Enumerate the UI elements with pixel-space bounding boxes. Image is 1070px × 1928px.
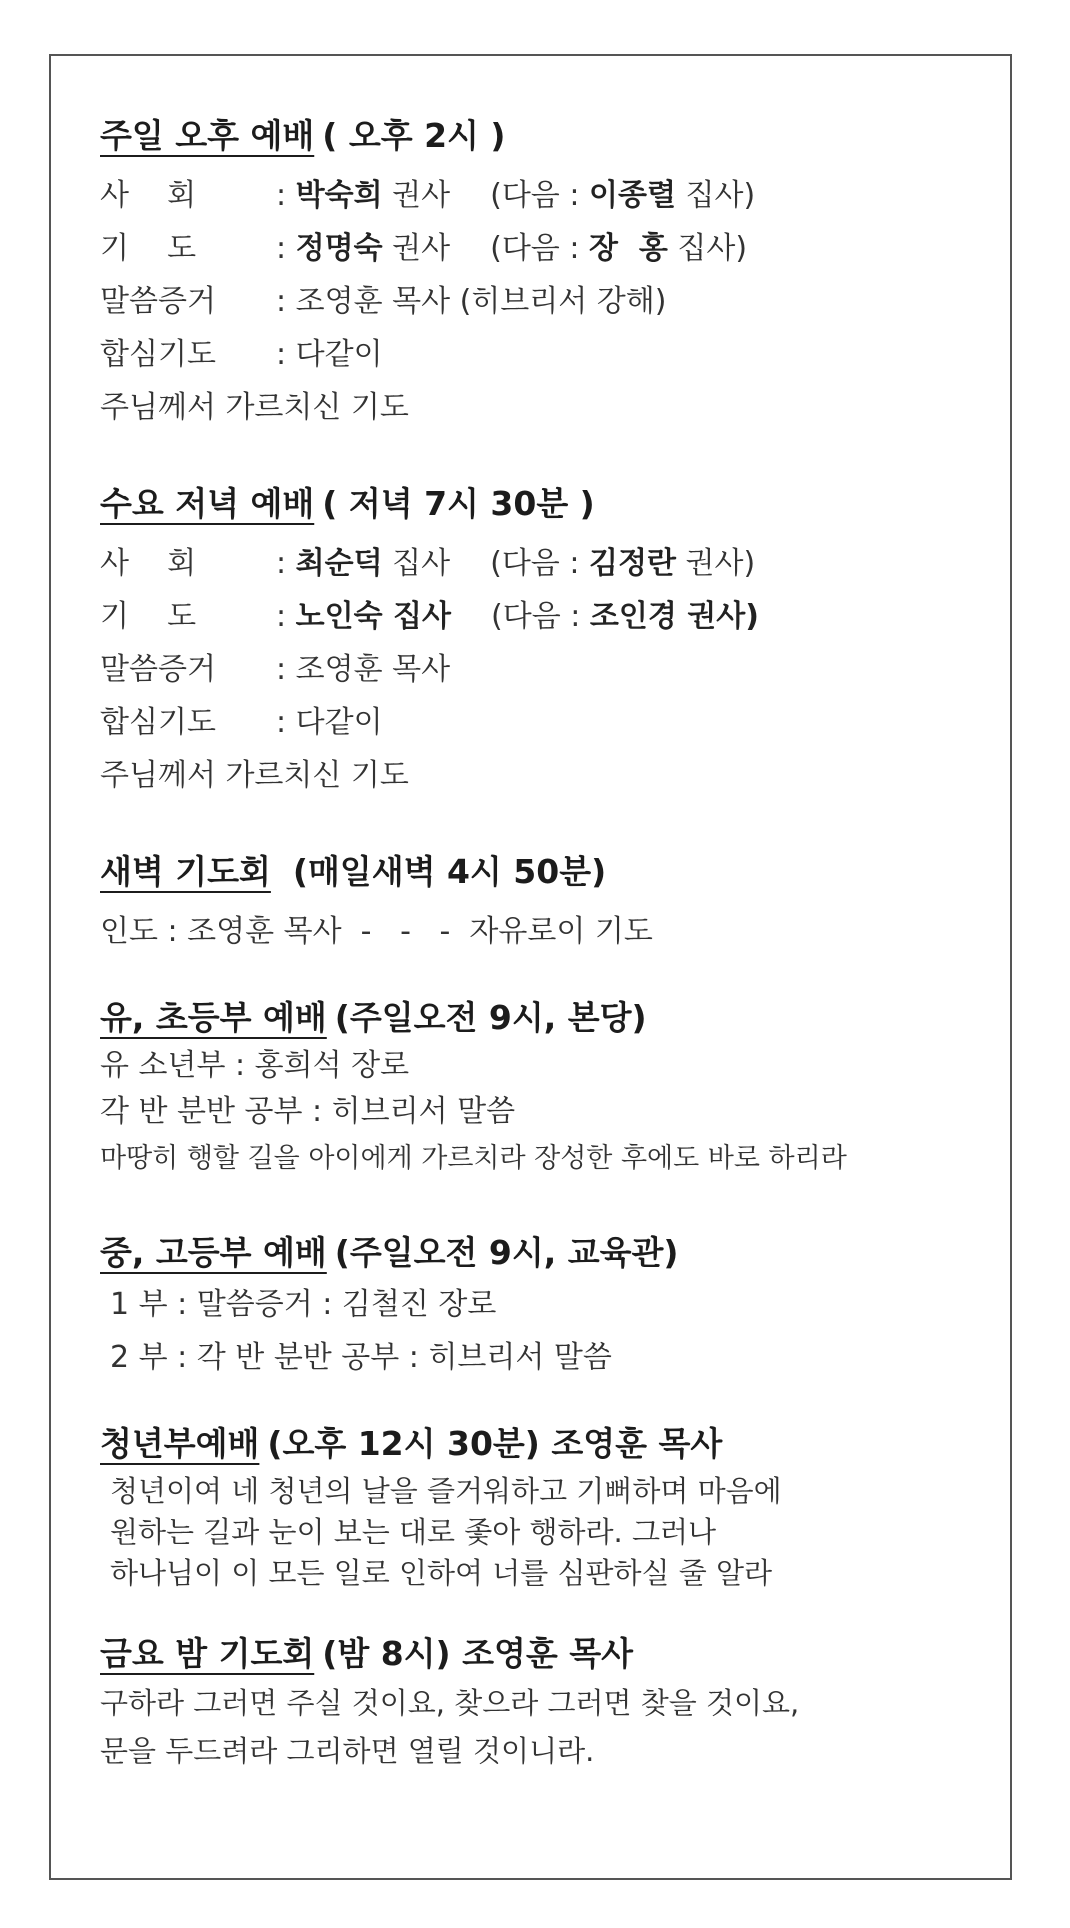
next-name: 장 홍	[588, 231, 668, 266]
host-name: 최순덕	[295, 546, 383, 581]
youth-line-2: 2 부 : 각 반 분반 공부 : 히브리서 말씀	[110, 1340, 612, 1375]
unison-prayer-row	[100, 328, 1000, 381]
young-adult-verse-3: 하나님이 이 모든 일로 인하여 너를 심판하실 줄 알라	[110, 1556, 773, 1590]
service-name: 주일 오후 예배	[100, 116, 315, 155]
unison-prayer-row	[100, 696, 1000, 749]
row-label: 기 도	[100, 231, 197, 266]
wednesday-evening-service	[100, 478, 1000, 802]
friday-verse-2: 문을 두드려라 그리하면 열릴 것이니라.	[100, 1734, 595, 1768]
host-name: 박숙희	[295, 178, 383, 213]
next-role: 집사)	[685, 178, 756, 213]
sermon-row	[100, 275, 1000, 328]
prayer-row	[100, 590, 1000, 643]
service-leader: 조영훈 목사	[551, 1424, 723, 1463]
row-label: 말씀증거	[100, 284, 216, 319]
next-prefix: (다음 :	[491, 599, 581, 634]
next-prefix: (다음 :	[490, 546, 580, 581]
service-time: ( 저녁 7시 30분 )	[322, 484, 595, 523]
row-label: 기 도	[100, 599, 197, 634]
prayer-role: 권사	[392, 231, 451, 266]
service-time: (주일오전 9시, 교육관)	[334, 1233, 679, 1272]
service-time: (밤 8시)	[322, 1634, 451, 1673]
host-row	[100, 537, 1000, 590]
sunday-afternoon-service	[100, 110, 1000, 434]
service-name: 청년부예배	[100, 1424, 260, 1463]
row-label: 합심기도	[100, 705, 216, 740]
prayer-name: 노인숙 집사	[295, 599, 452, 634]
friday-verse-1: 구하라 그러면 주실 것이요, 찾으라 그러면 찾을 것이요,	[100, 1686, 800, 1720]
section-title	[100, 1227, 1000, 1274]
service-name: 금요 밤 기도회	[100, 1634, 315, 1673]
sermon-text: 조영훈 목사	[295, 652, 451, 687]
lords-prayer-row: 주님께서 가르치신 기도	[100, 758, 409, 793]
service-time: (매일새벽 4시 50분)	[292, 852, 607, 891]
section-title	[100, 110, 1000, 157]
unison-text: 다같이	[295, 337, 383, 372]
next-name: 이종렬	[588, 178, 676, 213]
prayer-name: 정명숙	[295, 231, 383, 266]
colon: :	[276, 705, 296, 740]
young-adult-service	[100, 1418, 1000, 1594]
service-name: 새벽 기도회	[100, 852, 271, 891]
row-label: 말씀증거	[100, 652, 216, 687]
service-name: 중, 고등부 예배	[100, 1233, 327, 1272]
next-prefix: (다음 :	[490, 231, 580, 266]
bulletin-content	[100, 110, 1000, 1775]
colon: :	[276, 231, 296, 266]
row-label: 합심기도	[100, 337, 216, 372]
service-name: 유, 초등부 예배	[100, 998, 327, 1037]
service-name: 수요 저녁 예배	[100, 484, 315, 523]
colon: :	[276, 178, 296, 213]
service-leader: 조영훈 목사	[462, 1634, 634, 1673]
dawn-leader-row: 인도 : 조영훈 목사 - - - 자유로이 기도	[100, 914, 653, 949]
dawn-prayer-meeting	[100, 846, 1000, 958]
next-role: 집사)	[677, 231, 748, 266]
row-label: 사 회	[100, 178, 197, 213]
service-time: (오후 12시 30분)	[267, 1424, 540, 1463]
colon: :	[276, 337, 296, 372]
friday-prayer-meeting	[100, 1628, 1000, 1775]
youth-line-1: 1 부 : 말씀증거 : 김철진 장로	[110, 1287, 497, 1322]
youth-service	[100, 1227, 1000, 1384]
unison-text: 다같이	[295, 705, 383, 740]
lords-prayer-row: 주님께서 가르치신 기도	[100, 390, 409, 425]
colon: :	[276, 599, 296, 634]
next-prefix: (다음 :	[490, 178, 580, 213]
next-name: 김정란	[588, 546, 676, 581]
children-service	[100, 992, 1000, 1183]
young-adult-verse-1: 청년이여 네 청년의 날을 즐거워하고 기뻐하며 마음에	[110, 1474, 782, 1508]
host-row	[100, 169, 1000, 222]
next-role: 권사)	[685, 546, 756, 581]
children-line-1: 유 소년부 : 홍희석 장로	[100, 1048, 410, 1083]
children-verse: 마땅히 행할 길을 아이에게 가르치라 장성한 후에도 바로 하리라	[100, 1143, 847, 1174]
section-title	[100, 1418, 1000, 1465]
prayer-row	[100, 222, 1000, 275]
service-time: (주일오전 9시, 본당)	[334, 998, 647, 1037]
colon: :	[276, 284, 296, 319]
host-role: 권사	[392, 178, 451, 213]
section-title	[100, 992, 1000, 1039]
colon: :	[276, 652, 296, 687]
next-name: 조인경 권사)	[589, 599, 759, 634]
children-line-2: 각 반 분반 공부 : 히브리서 말씀	[100, 1094, 516, 1129]
service-time: ( 오후 2시 )	[322, 116, 506, 155]
row-label: 사 회	[100, 546, 197, 581]
section-title	[100, 1628, 1000, 1675]
host-role: 집사	[392, 546, 451, 581]
young-adult-verse-2: 원하는 길과 눈이 보는 대로 좇아 행하라. 그러나	[110, 1515, 717, 1549]
section-title	[100, 846, 1000, 893]
sermon-text: 조영훈 목사 (히브리서 강해)	[295, 284, 667, 319]
colon: :	[276, 546, 296, 581]
section-title	[100, 478, 1000, 525]
sermon-row	[100, 643, 1000, 696]
